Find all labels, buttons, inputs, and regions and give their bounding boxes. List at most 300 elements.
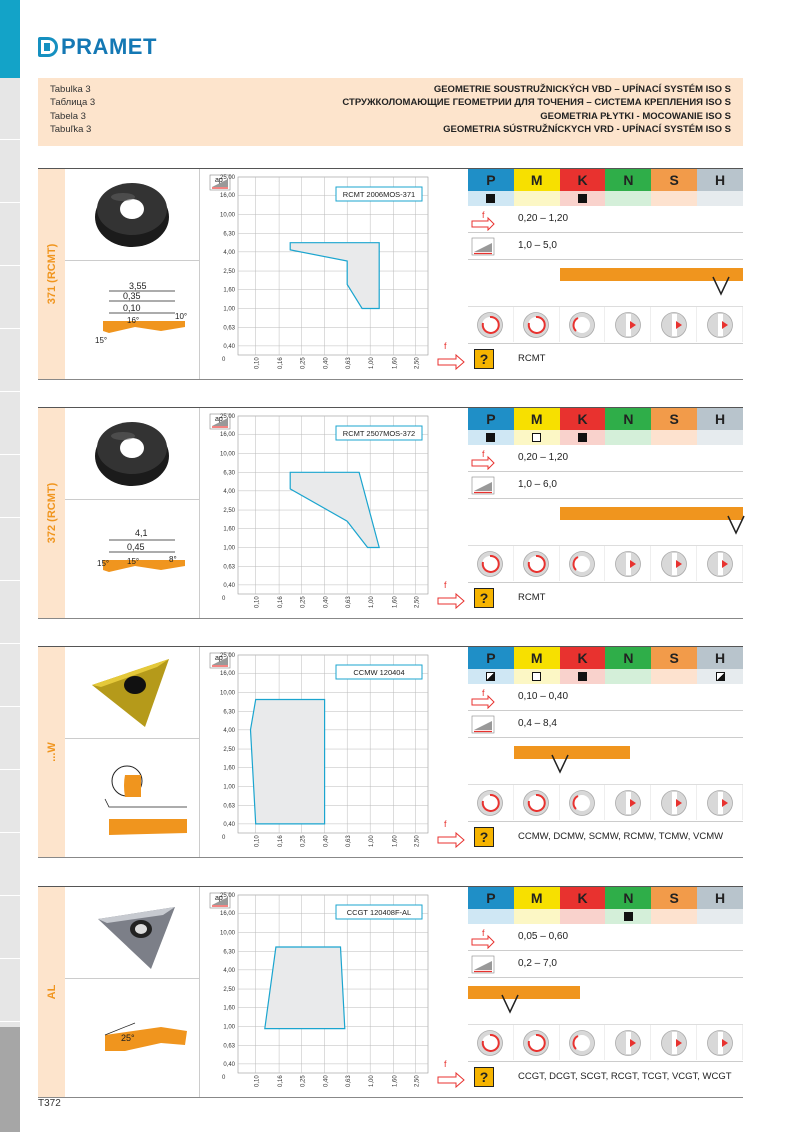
back-turning-operation-icon <box>660 789 688 817</box>
x-tick-label: 0,25 <box>300 1075 307 1087</box>
x-tick-label: 0,10 <box>254 835 261 847</box>
y-tick-label: 1,60 <box>223 1005 235 1012</box>
operation-cell <box>651 1025 697 1060</box>
y-tick-label: 0,40 <box>223 1061 235 1068</box>
geometry-section <box>38 168 743 380</box>
x-tick-label: 1,60 <box>392 1075 399 1087</box>
logo-mark-icon <box>38 37 58 57</box>
x-tick-label: 0,25 <box>300 835 307 847</box>
chart-title: RCMT 2507MOS-372 <box>342 429 416 438</box>
section-side-label <box>38 647 65 857</box>
material-grid <box>468 887 743 1097</box>
material-group-h: H <box>697 408 743 430</box>
application-bar <box>468 262 743 297</box>
table-number-list <box>50 83 95 137</box>
dimension-label: 15° <box>95 336 108 345</box>
x-tick-label: 1,00 <box>369 596 376 608</box>
table-title: GEOMETRIE SOUSTRUŽNICKÝCH VBD – UPÍNACÍ SYSTÉM ISO S <box>433 84 731 95</box>
suitability-cell <box>605 191 651 206</box>
y-tick-label: 10,00 <box>219 930 235 937</box>
material-group-k: K <box>560 647 606 669</box>
operation-cell <box>605 307 651 342</box>
x-tick-label: 0,16 <box>278 357 285 369</box>
material-grid <box>468 647 743 857</box>
table-number: Tabulka 3 <box>50 84 91 95</box>
insert-photo <box>65 169 200 261</box>
operation-cell <box>605 1025 651 1060</box>
x-tick-label: 0,63 <box>346 596 353 608</box>
y-tick-label: 4,00 <box>223 727 235 734</box>
suitability-full-icon <box>578 433 587 442</box>
table-title: GEOMETRIA SÚSTRUŽNÍCKYCH VRD - UPÍNACÍ SYSTÉM ISO S <box>443 124 731 136</box>
insert-photo <box>65 887 200 979</box>
dimension-label: 0,35 <box>123 291 141 301</box>
chart-title: CCMW 120404 <box>353 668 405 677</box>
back-turning-operation-icon <box>660 550 688 578</box>
compatible-inserts: RCMT <box>518 353 546 364</box>
y-tick-label: 4,00 <box>223 249 235 256</box>
material-group-n: N <box>605 887 651 909</box>
geometry-section <box>38 886 743 1098</box>
chart-title-box <box>336 665 422 679</box>
x-tick-label: 0,16 <box>278 596 285 608</box>
plunging-operation-icon <box>706 311 734 339</box>
suitability-full-icon <box>578 194 587 203</box>
geometry-section <box>38 646 743 858</box>
feed-arrow-icon <box>438 819 464 847</box>
side-tab[interactable] <box>0 960 20 1022</box>
y-tick-label: 0,63 <box>223 1043 235 1050</box>
y-tick-label: 0,63 <box>223 803 235 810</box>
y-tick-label: 6,30 <box>223 231 235 238</box>
suitability-full-icon <box>624 912 633 921</box>
optimum-marker-icon <box>727 515 745 535</box>
dimension-label: 0,45 <box>127 542 145 552</box>
back-turning-operation-icon <box>660 311 688 339</box>
y-tick-label: 2,50 <box>223 508 235 515</box>
edge-detail-cell <box>65 979 200 1099</box>
range-chart <box>206 647 471 857</box>
operation-cell <box>514 785 560 820</box>
chart-title: CCGT 120408F-AL <box>346 908 412 917</box>
operation-cell <box>651 307 697 342</box>
compatible-inserts: RCMT <box>518 592 546 603</box>
image-column <box>65 408 200 618</box>
workpiece-shape <box>105 1027 187 1051</box>
suitability-full-icon <box>578 672 587 681</box>
material-group-m: M <box>514 647 560 669</box>
grooving-operation-icon <box>614 789 642 817</box>
side-tab[interactable] <box>0 897 20 959</box>
x-tick-label: 0,25 <box>300 596 307 608</box>
x-tick-label: 1,00 <box>369 835 376 847</box>
table-header <box>38 78 743 146</box>
suitability-cell <box>468 669 514 684</box>
side-tab[interactable] <box>0 267 20 329</box>
operation-cell <box>697 307 743 342</box>
y-tick-label: 0,40 <box>223 582 235 589</box>
material-group-s: S <box>651 408 697 430</box>
suitability-cell <box>651 669 697 684</box>
dimension-label: 0,10 <box>123 303 141 313</box>
grooving-operation-icon <box>614 550 642 578</box>
workpiece-shape <box>103 321 185 333</box>
x-axis-label: f <box>444 580 447 590</box>
operation-cell <box>697 546 743 581</box>
depth-of-cut-icon <box>470 953 496 976</box>
feed-icon <box>470 926 496 949</box>
edge-detail-cell <box>65 261 200 381</box>
y-tick-label: 1,00 <box>223 1024 235 1031</box>
dimension-label: 3,55 <box>129 281 147 291</box>
question-icon[interactable]: ? <box>474 827 494 847</box>
dimension-label: 15° <box>97 559 110 568</box>
operation-icons-row <box>468 306 743 342</box>
x-axis-label: f <box>444 819 447 829</box>
y-tick-label: 0,63 <box>223 564 235 571</box>
material-group-k: K <box>560 408 606 430</box>
operation-cell <box>468 1025 514 1060</box>
depth-row <box>468 711 743 738</box>
turning-operation-icon <box>568 1029 596 1057</box>
brand-logo <box>38 35 157 59</box>
material-group-k: K <box>560 887 606 909</box>
side-tab[interactable] <box>0 645 20 707</box>
suitability-cell <box>697 430 743 445</box>
optimum-marker-icon <box>712 276 730 296</box>
svg-text:f: f <box>482 449 485 459</box>
depth-row <box>468 233 743 260</box>
x-tick-label: 0,25 <box>300 357 307 369</box>
y-tick-label: 16,00 <box>219 432 235 439</box>
operation-icons-row <box>468 545 743 581</box>
feed-row <box>468 924 743 951</box>
suitability-row <box>468 909 743 924</box>
compatible-inserts: CCMW, DCMW, SCMW, RCMW, TCMW, VCMW <box>518 831 724 842</box>
feed-row <box>468 445 743 472</box>
material-group-p: P <box>468 169 514 191</box>
side-tab[interactable] <box>0 78 20 140</box>
side-tab[interactable] <box>0 771 20 833</box>
y-tick-label: 1,00 <box>223 545 235 552</box>
suitability-empty-icon <box>532 672 541 681</box>
suitability-cell <box>468 430 514 445</box>
x-axis-label: f <box>444 341 447 351</box>
y-tick-label: 1,60 <box>223 526 235 533</box>
feed-arrow-icon <box>438 1059 464 1087</box>
profiling-operation-icon <box>522 789 550 817</box>
chart-title: RCMT 2006MOS-371 <box>342 190 416 199</box>
x-tick-label: 1,00 <box>369 1075 376 1087</box>
range-chart-cell <box>206 169 471 379</box>
turning-operation-icon <box>568 550 596 578</box>
optimum-marker-icon <box>501 994 519 1014</box>
side-accent <box>0 0 20 78</box>
suitability-cell <box>605 669 651 684</box>
x-axis-label: f <box>444 1059 447 1069</box>
y-tick-label: 6,30 <box>223 709 235 716</box>
origin-label: 0 <box>222 357 226 363</box>
feed-range-value: 0,20 – 1,20 <box>518 213 569 224</box>
section-label-text: 371 (RCMT) <box>45 243 58 305</box>
range-chart <box>206 408 471 618</box>
compatible-inserts-row <box>468 821 743 851</box>
y-tick-label: 0,40 <box>223 343 235 350</box>
application-range-area <box>265 947 345 1029</box>
y-tick-label: 25,00 <box>219 414 235 420</box>
y-axis-label: ap <box>215 416 223 423</box>
operation-cell <box>697 785 743 820</box>
suitability-cell <box>651 430 697 445</box>
depth-range-value: 1,0 – 6,0 <box>518 479 557 490</box>
suitability-half-icon <box>716 672 725 681</box>
x-tick-label: 0,40 <box>323 1075 330 1087</box>
chart-title-box <box>336 187 422 201</box>
side-tab[interactable] <box>0 834 20 896</box>
image-column <box>65 169 200 379</box>
side-tab[interactable] <box>0 330 20 392</box>
side-tab[interactable] <box>0 141 20 203</box>
table-title: СТРУЖКОЛОМАЮЩИЕ ГЕОМЕТРИИ ДЛЯ ТОЧЕНИЯ – СИСТЕМА КРЕПЛЕНИЯ ISO S <box>342 97 731 109</box>
side-tab[interactable] <box>0 519 20 581</box>
suitability-half-icon <box>486 672 495 681</box>
x-tick-label: 1,60 <box>392 596 399 608</box>
material-group-h: H <box>697 169 743 191</box>
origin-label: 0 <box>222 596 226 602</box>
material-header-row <box>468 647 743 669</box>
edge-detail-drawing <box>65 979 200 1099</box>
compatible-inserts-row <box>468 343 743 373</box>
y-tick-label: 16,00 <box>219 911 235 918</box>
feed-range-value: 0,05 – 0,60 <box>518 931 569 942</box>
table-title-list <box>342 83 731 137</box>
side-tab[interactable] <box>0 204 20 266</box>
operation-cell <box>560 1025 606 1060</box>
profiling-operation-icon <box>522 550 550 578</box>
profiling-operation-icon <box>522 311 550 339</box>
x-tick-label: 0,40 <box>323 357 330 369</box>
x-tick-label: 0,63 <box>346 835 353 847</box>
feed-range-value: 0,20 – 1,20 <box>518 452 569 463</box>
question-icon[interactable]: ? <box>474 349 494 369</box>
x-tick-label: 0,40 <box>323 835 330 847</box>
edge-detail-drawing <box>65 500 200 620</box>
compatible-inserts-row <box>468 582 743 612</box>
optimum-marker-icon <box>551 754 569 774</box>
y-tick-label: 10,00 <box>219 212 235 219</box>
y-tick-label: 16,00 <box>219 671 235 678</box>
edge-line <box>105 799 187 807</box>
profiling-operation-icon <box>522 1029 550 1057</box>
suitability-cell <box>697 669 743 684</box>
plunging-operation-icon <box>706 789 734 817</box>
suitability-full-icon <box>486 194 495 203</box>
depth-range-value: 1,0 – 5,0 <box>518 240 557 251</box>
y-tick-label: 1,00 <box>223 306 235 313</box>
table-number: Tabuľka 3 <box>50 124 92 136</box>
feed-icon <box>470 208 496 231</box>
material-group-k: K <box>560 169 606 191</box>
x-tick-label: 1,60 <box>392 357 399 369</box>
y-tick-label: 16,00 <box>219 193 235 200</box>
suitability-cell <box>514 909 560 924</box>
suitability-cell <box>651 909 697 924</box>
x-tick-label: 0,10 <box>254 1075 261 1087</box>
section-label-text: ...W <box>45 742 58 762</box>
edge-detail-drawing <box>65 261 200 381</box>
y-tick-label: 10,00 <box>219 690 235 697</box>
edge-detail-cell <box>65 739 200 859</box>
y-tick-label: 1,60 <box>223 287 235 294</box>
page-number: T372 <box>38 1098 61 1109</box>
y-axis-label: ap <box>215 655 223 662</box>
back-turning-operation-icon <box>660 1029 688 1057</box>
application-range-bar <box>514 746 630 759</box>
suitability-cell <box>605 909 651 924</box>
dimension-label: 16° <box>127 316 140 325</box>
material-group-m: M <box>514 169 560 191</box>
section-label-text: AL <box>45 984 58 1000</box>
material-header-row <box>468 408 743 430</box>
chart-title-box <box>336 426 422 440</box>
range-chart <box>206 169 471 379</box>
question-icon[interactable]: ? <box>474 588 494 608</box>
material-group-p: P <box>468 647 514 669</box>
material-group-p: P <box>468 408 514 430</box>
x-tick-label: 2,50 <box>414 1075 421 1087</box>
y-tick-label: 4,00 <box>223 967 235 974</box>
material-group-s: S <box>651 887 697 909</box>
operation-icons-row <box>468 784 743 820</box>
section-side-label <box>38 408 65 618</box>
range-chart-cell <box>206 647 471 857</box>
feed-icon <box>470 686 496 709</box>
insert-photo <box>65 408 200 500</box>
application-range-bar <box>468 986 580 999</box>
operation-cell <box>605 546 651 581</box>
side-tab[interactable] <box>0 708 20 770</box>
suitability-cell <box>605 430 651 445</box>
suitability-cell <box>651 191 697 206</box>
material-group-s: S <box>651 647 697 669</box>
x-tick-label: 2,50 <box>414 357 421 369</box>
operation-cell <box>560 785 606 820</box>
side-tab[interactable] <box>0 456 20 518</box>
feed-range-value: 0,10 – 0,40 <box>518 691 569 702</box>
material-group-p: P <box>468 887 514 909</box>
chart-title-box <box>336 905 422 919</box>
operation-cell <box>468 546 514 581</box>
workpiece-shape <box>109 819 187 835</box>
logo-text: PRAMET <box>61 34 157 59</box>
material-group-n: N <box>605 647 651 669</box>
facing-operation-icon <box>476 789 504 817</box>
operation-cell <box>651 785 697 820</box>
operation-cell <box>514 307 560 342</box>
operation-cell <box>605 785 651 820</box>
material-group-n: N <box>605 169 651 191</box>
x-tick-label: 0,10 <box>254 357 261 369</box>
dimension-label: 15° <box>127 557 140 566</box>
origin-label: 0 <box>222 1075 226 1081</box>
table-title: GEOMETRIA PŁYTKI - MOCOWANIE ISO S <box>540 110 731 122</box>
material-header-row <box>468 169 743 191</box>
suitability-cell <box>560 669 606 684</box>
operation-cell <box>514 546 560 581</box>
x-tick-label: 1,60 <box>392 835 399 847</box>
section-side-label <box>38 169 65 379</box>
range-chart <box>206 887 471 1097</box>
insert-photo-cell <box>65 647 200 739</box>
application-range-bar <box>560 507 743 520</box>
feed-icon <box>470 447 496 470</box>
svg-text:f: f <box>482 928 485 938</box>
operation-cell <box>651 546 697 581</box>
question-icon[interactable]: ? <box>474 1067 494 1087</box>
y-tick-label: 10,00 <box>219 451 235 458</box>
y-axis-label: ap <box>215 895 223 902</box>
side-tab[interactable] <box>0 393 20 455</box>
depth-range-value: 0,2 – 7,0 <box>518 958 557 969</box>
y-tick-label: 1,00 <box>223 784 235 791</box>
y-tick-label: 25,00 <box>219 653 235 659</box>
depth-of-cut-icon <box>470 235 496 258</box>
suitability-cell <box>560 430 606 445</box>
turning-operation-icon <box>568 311 596 339</box>
svg-text:f: f <box>482 688 485 698</box>
x-tick-label: 1,00 <box>369 357 376 369</box>
depth-row <box>468 951 743 978</box>
suitability-cell <box>468 191 514 206</box>
turning-operation-icon <box>568 789 596 817</box>
table-number: Tabela 3 <box>50 110 86 122</box>
side-tab[interactable] <box>0 582 20 644</box>
material-group-h: H <box>697 647 743 669</box>
suitability-cell <box>697 909 743 924</box>
suitability-cell <box>514 669 560 684</box>
insert-photo-cell <box>65 169 200 261</box>
depth-of-cut-icon <box>470 713 496 736</box>
side-tab-active[interactable] <box>0 1027 20 1132</box>
geometry-section <box>38 407 743 619</box>
x-tick-label: 0,63 <box>346 1075 353 1087</box>
section-label-text: 372 (RCMT) <box>45 482 58 544</box>
y-tick-label: 1,60 <box>223 765 235 772</box>
feed-row <box>468 684 743 711</box>
facing-operation-icon <box>476 311 504 339</box>
material-group-m: M <box>514 408 560 430</box>
suitability-cell <box>560 191 606 206</box>
suitability-empty-icon <box>532 433 541 442</box>
image-column <box>65 887 200 1097</box>
suitability-cell <box>560 909 606 924</box>
depth-range-value: 0,4 – 8,4 <box>518 718 557 729</box>
material-group-m: M <box>514 887 560 909</box>
y-tick-label: 4,00 <box>223 488 235 495</box>
x-tick-label: 0,16 <box>278 1075 285 1087</box>
y-tick-label: 6,30 <box>223 949 235 956</box>
feed-arrow-icon <box>438 341 464 369</box>
y-tick-label: 0,63 <box>223 325 235 332</box>
material-grid <box>468 408 743 618</box>
suitability-cell <box>514 191 560 206</box>
grooving-operation-icon <box>614 1029 642 1057</box>
operation-cell <box>468 307 514 342</box>
svg-text:f: f <box>482 210 485 220</box>
plunging-operation-icon <box>706 550 734 578</box>
suitability-row <box>468 191 743 206</box>
origin-label: 0 <box>222 835 226 841</box>
